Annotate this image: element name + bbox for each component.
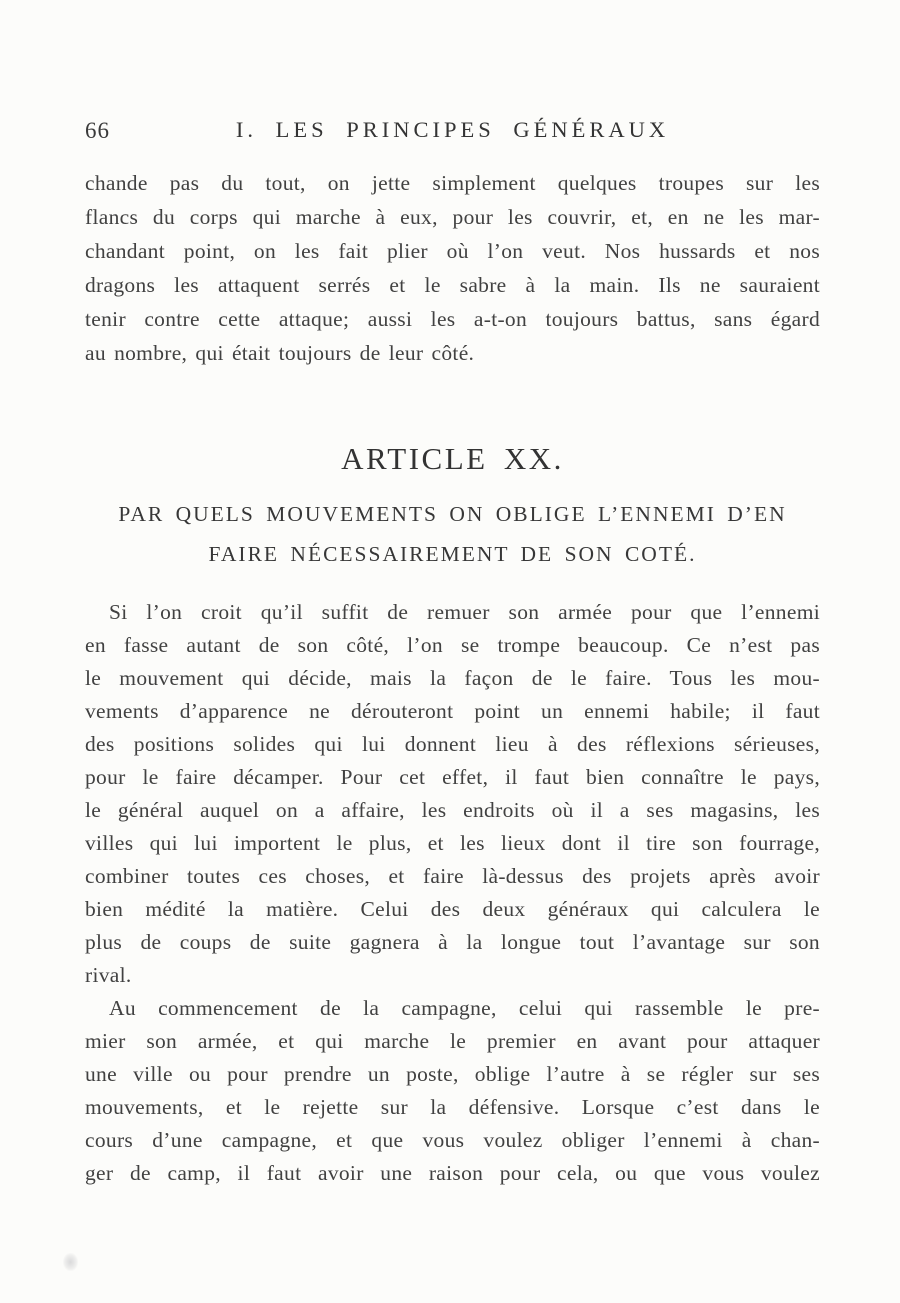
paragraph-continuation <box>85 166 820 370</box>
article-subtitle <box>85 494 820 574</box>
text-line: chandant point, on les fait plier où l’on veut. Nos hussards et nos <box>85 239 820 263</box>
text-line: le général auquel on a affaire, les endroits où il a ses magasins, les <box>85 798 820 822</box>
text-line: Au commencement de la campagne, celui qui rassemble le pre- <box>109 996 820 1020</box>
text-line: plus de coups de suite gagnera à la longue tout l’avantage sur son <box>85 930 820 954</box>
text-line: pour le faire décamper. Pour cet effet, il faut bien connaître le pays, <box>85 765 820 789</box>
text-line: vements d’apparence ne dérouteront point un ennemi habile; il faut <box>85 699 820 723</box>
text-line: tenir contre cette attaque; aussi les a-t-on toujours battus, sans égard <box>85 307 820 331</box>
text-line: dragons les attaquent serrés et le sabre à la main. Ils ne sauraient <box>85 273 820 297</box>
text-line: mouvements, et le rejette sur la défensive. Lorsque c’est dans le <box>85 1095 820 1119</box>
ink-smudge-artifact <box>63 1253 78 1271</box>
article-subtitle-line: FAIRE NÉCESSAIREMENT DE SON COTÉ. <box>208 542 697 566</box>
text-line: le mouvement qui décide, mais la façon de le faire. Tous les mou- <box>85 666 820 690</box>
text-line: cours d’une campagne, et que vous voulez obliger l’ennemi à chan- <box>85 1128 820 1152</box>
paragraph-1 <box>85 596 820 992</box>
text-line: en fasse autant de son côté, l’on se trompe beaucoup. Ce n’est pas <box>85 633 820 657</box>
text-line: rival. <box>85 963 132 987</box>
text-line: ger de camp, il faut avoir une raison pour cela, ou que vous voulez <box>85 1161 820 1185</box>
text-line: bien médité la matière. Celui des deux généraux qui calculera le <box>85 897 820 921</box>
text-line: flancs du corps qui marche à eux, pour les couvrir, et, en ne les mar- <box>85 205 820 229</box>
running-title: I. LES PRINCIPES GÉNÉRAUX <box>235 117 670 142</box>
page-number: 66 <box>85 118 110 143</box>
text-line: villes qui lui importent le plus, et les lieux dont il tire son fourrage, <box>85 831 820 855</box>
article-heading: ARTICLE XX. <box>341 441 564 476</box>
text-line: combiner toutes ces choses, et faire là-dessus des projets après avoir <box>85 864 820 888</box>
page-header <box>85 117 820 147</box>
text-line: chande pas du tout, on jette simplement quelques troupes sur les <box>85 171 820 195</box>
text-line: Si l’on croit qu’il suffit de remuer son armée pour que l’ennemi <box>109 600 820 624</box>
article-subtitle-line: PAR QUELS MOUVEMENTS ON OBLIGE L’ENNEMI D’EN <box>118 502 787 526</box>
text-line: au nombre, qui était toujours de leur côté. <box>85 341 475 365</box>
text-line: une ville ou pour prendre un poste, oblige l’autre à se régler sur ses <box>85 1062 820 1086</box>
paragraph-2 <box>85 992 820 1190</box>
text-line: des positions solides qui lui donnent lieu à des réflexions sérieuses, <box>85 732 820 756</box>
text-line: mier son armée, et qui marche le premier en avant pour attaquer <box>85 1029 820 1053</box>
